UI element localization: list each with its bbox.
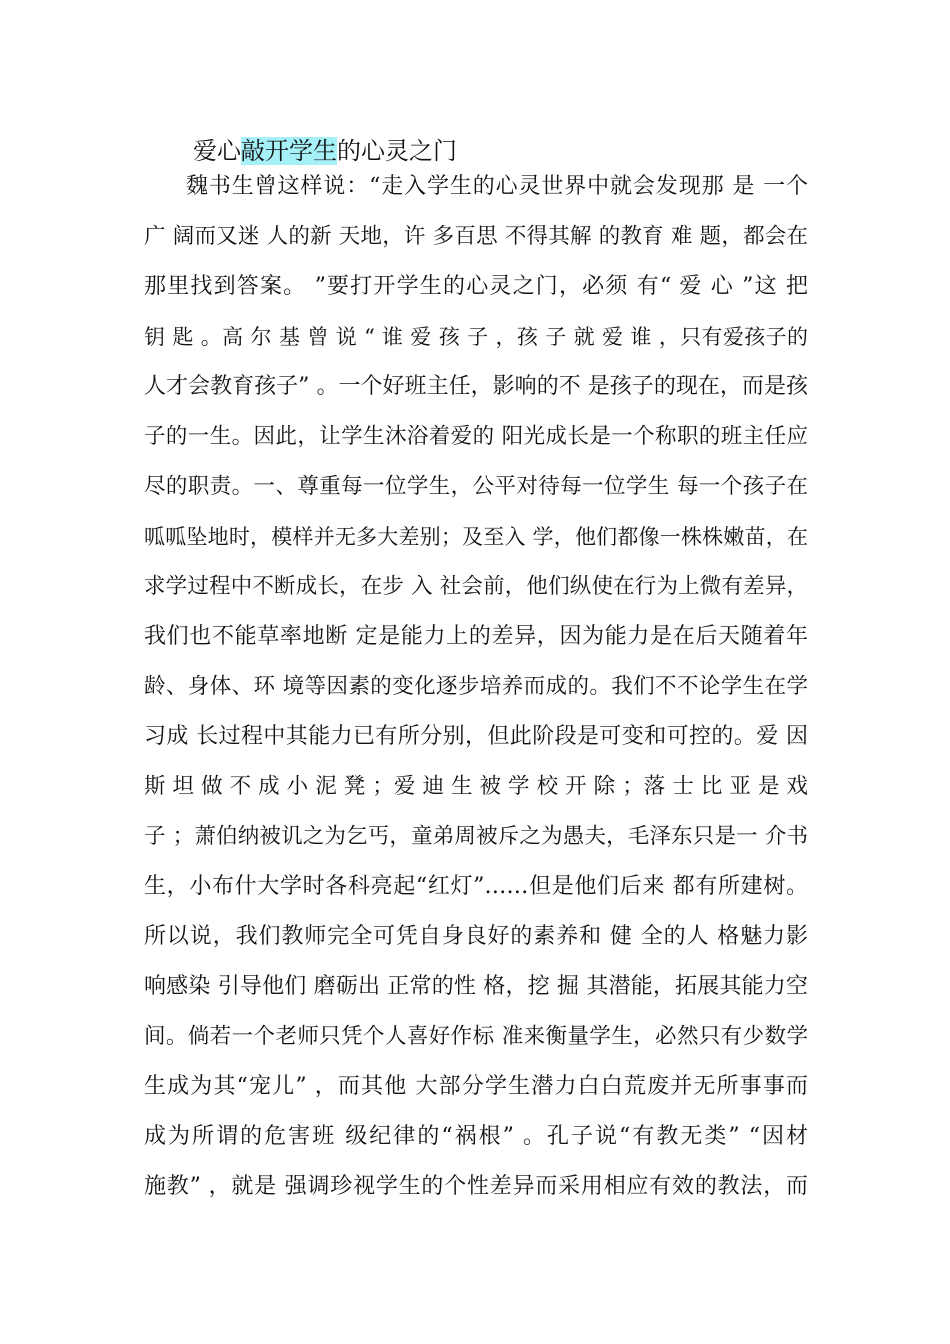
text-line: 我们也不能草率地断 定是能力上的差异，因为能力是在后天随着年 — [144, 624, 808, 649]
text-line: 生，小布什大学时各科亮起“红灯”……但是他们后来 都有所建树。 — [144, 874, 808, 899]
text-line: 广 阔而又迷 人的新 天地，许 多百思 不得其解 的教育 难 题，都会在 — [144, 224, 808, 249]
text-line: 间。倘若一个老师只凭个人喜好作标 准来衡量学生，必然只有少数学 — [144, 1024, 808, 1049]
text-line: 魏书生曾这样说：“走入学生的心灵世界中就会发现那 是 一个 — [186, 174, 808, 199]
text-line: 子 ；萧伯纳被讥之为乞丐，童弟周被斥之为愚夫，毛泽东只是一 介书 — [144, 824, 808, 849]
text-line: 响感染 引导他们 磨砺出 正常的性 格，挖 掘 其潜能，拓展其能力空 — [144, 974, 808, 999]
text-line: 求学过程中不断成长，在步 入 社会前，他们纵使在行为上微有差异， — [144, 574, 808, 599]
text-line: 呱呱坠地时，模样并无多大差别；及至入 学，他们都像一株株嫩苗，在 — [144, 525, 808, 549]
text-line: 人才会教育孩子” 。一个好班主任，影响的不 是孩子的现在，而是孩 — [144, 374, 808, 399]
text-line: 施教” ，就是 强调珍视学生的个性差异而采用相应有效的教法，而 — [144, 1174, 808, 1199]
title-text-1: 爱心 — [193, 137, 241, 165]
title-text-3: 的心灵之门 — [337, 137, 457, 165]
title-highlighted-text: 敲开学生 — [241, 137, 337, 165]
text-line: 所以说，我们教师完全可凭自身良好的素养和 健 全的人 格魅力影 — [144, 924, 808, 949]
text-line: 钥 匙 。高 尔 基 曾 说 “ 谁 爱 孩 子 ，孩 子 就 爱 谁 ，只有爱孩子的 — [144, 325, 808, 349]
text-line: 龄、身体、环 境等因素的变化逐步培养而成的。我们不不论学生在学 — [144, 674, 808, 699]
text-line: 尽的职责。一、尊重每一位学生，公平对待每一位学生 每一个孩子在 — [144, 474, 808, 499]
body-paragraph — [144, 168, 808, 1218]
text-line: 生成为其“宠儿” ，而其他 大部分学生潜力白白荒废并无所事事而 — [144, 1074, 808, 1099]
text-line: 习成 长过程中其能力已有所分别，但此阶段是可变和可控的。爱 因 — [144, 724, 808, 749]
text-line: 斯 坦 做 不 成 小 泥 凳 ；爱 迪 生 被 学 校 开 除 ；落 士 比 亚 是 戏 — [144, 774, 808, 799]
text-line: 子的一生。因此，让学生沐浴着爱的 阳光成长是一个称职的班主任应 — [144, 424, 808, 449]
document-title — [193, 133, 457, 169]
text-line: 成为所谓的危害班 级纪律的“祸根” 。孔子说“有教无类” “因材 — [144, 1124, 808, 1149]
text-line: 那里找到答案。 ”要打开学生的心灵之门，必须 有“ 爱 心 ”这 把 — [144, 274, 808, 299]
